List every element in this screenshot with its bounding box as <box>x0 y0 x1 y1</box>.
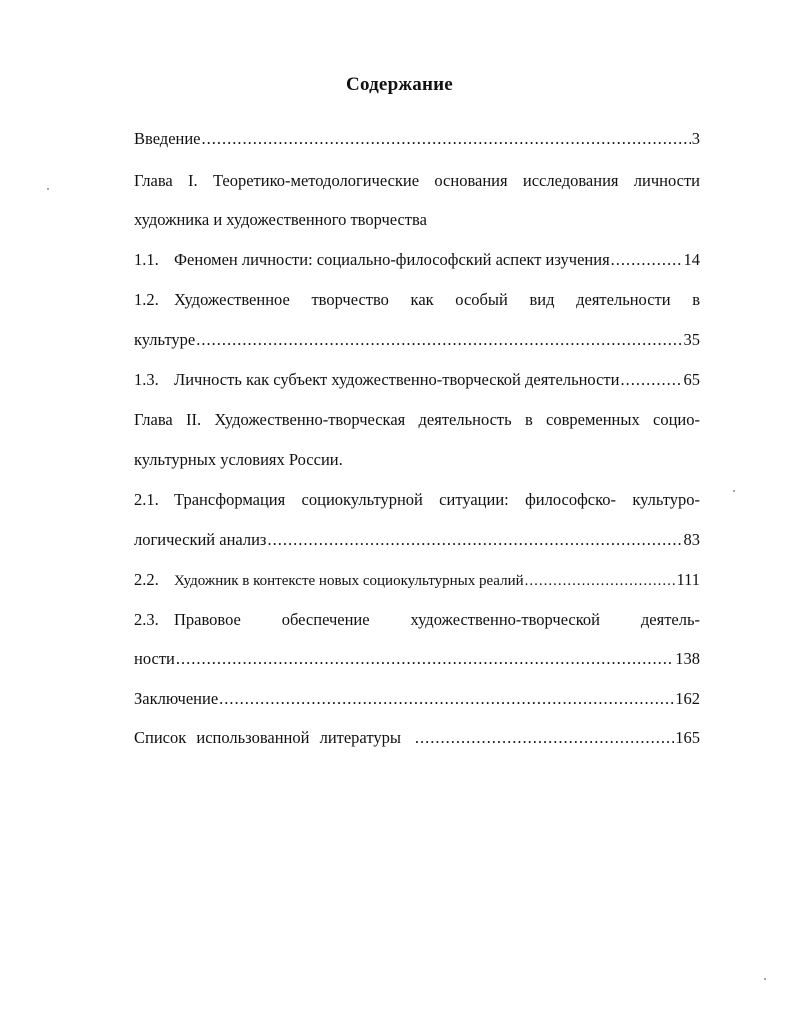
toc-entry-1-2-line2 <box>134 329 700 351</box>
toc-entry-text: Художественное творчество как особый вид деятельности в <box>174 290 700 309</box>
toc-chapter-2-line2: культурных условиях России. <box>134 450 343 469</box>
toc-entry-2-2 <box>134 569 700 592</box>
toc-entry-text: Личность как субъект художественно-творческой деятельности <box>174 370 620 389</box>
toc-entry-text: Феномен личности: социально-философский аспект изучения <box>174 250 610 269</box>
toc-entry-references <box>134 727 700 749</box>
toc-page-number: 3 <box>691 129 700 148</box>
leader-dots <box>415 727 674 749</box>
toc-page-number: 162 <box>675 689 700 708</box>
toc-entry-text: культуре <box>134 330 196 349</box>
leader-dots <box>176 648 674 670</box>
toc-page-number: 65 <box>683 370 700 389</box>
toc-entry-2-1-line2 <box>134 529 700 551</box>
toc-page-number: 35 <box>683 330 700 349</box>
toc-chapter-2-line1: Глава II. Художественно-творческая деятельность в современных социо- <box>134 410 700 429</box>
leader-dots <box>202 128 691 150</box>
toc-entry-text: Правовое обеспечение художественно-творческой деятель- <box>174 610 700 629</box>
toc-entry-2-3-line1 <box>134 609 700 631</box>
leader-dots <box>525 570 676 592</box>
toc-section-number: 1.3. <box>134 370 159 389</box>
scan-speck <box>47 188 49 190</box>
toc-entry-text: логический анализ <box>134 530 267 549</box>
toc-entry-intro <box>134 128 700 150</box>
scan-speck <box>764 978 766 980</box>
toc-entry-1-3 <box>134 369 700 391</box>
toc-page-number: 111 <box>676 570 700 589</box>
leader-dots <box>611 249 683 271</box>
toc-chapter-1-line2: художника и художественного творчества <box>134 210 427 229</box>
toc-entry-text: ности <box>134 649 175 668</box>
toc-chapter-1-line1: Глава I. Теоретико-методологические основания исследования личности <box>134 171 700 190</box>
toc-entry-2-3-line2 <box>134 648 700 670</box>
toc-page-number: 138 <box>675 649 700 668</box>
toc-entry-text: Трансформация социокультурной ситуации: философско- культуро- <box>174 490 700 509</box>
toc-page-number: 165 <box>675 728 700 747</box>
toc-section-number: 2.1. <box>134 490 159 509</box>
leader-dots <box>267 529 682 551</box>
toc-entry-1-1 <box>134 249 700 271</box>
toc-section-number: 2.2. <box>134 570 159 589</box>
leader-dots <box>196 329 682 351</box>
leader-dots <box>620 369 682 391</box>
toc-entry-text: Список использованной литературы <box>134 728 401 747</box>
page-title: Содержание <box>346 74 453 95</box>
leader-dots <box>219 688 674 710</box>
toc-section-number: 1.2. <box>134 290 159 309</box>
toc-entry-1-2-line1 <box>134 289 700 311</box>
toc-entry-text: Введение <box>134 129 201 148</box>
toc-entry-text: Художник в контексте новых социокультурных реалий <box>174 573 524 589</box>
toc-section-number: 2.3. <box>134 610 159 629</box>
toc-entry-text: Заключение <box>134 689 219 708</box>
scan-speck <box>733 490 735 492</box>
toc-entry-2-1-line1 <box>134 489 700 511</box>
toc-page-number: 83 <box>683 530 700 549</box>
toc-section-number: 1.1. <box>134 250 159 269</box>
toc-page-number: 14 <box>683 250 700 269</box>
toc-entry-conclusion <box>134 688 700 710</box>
